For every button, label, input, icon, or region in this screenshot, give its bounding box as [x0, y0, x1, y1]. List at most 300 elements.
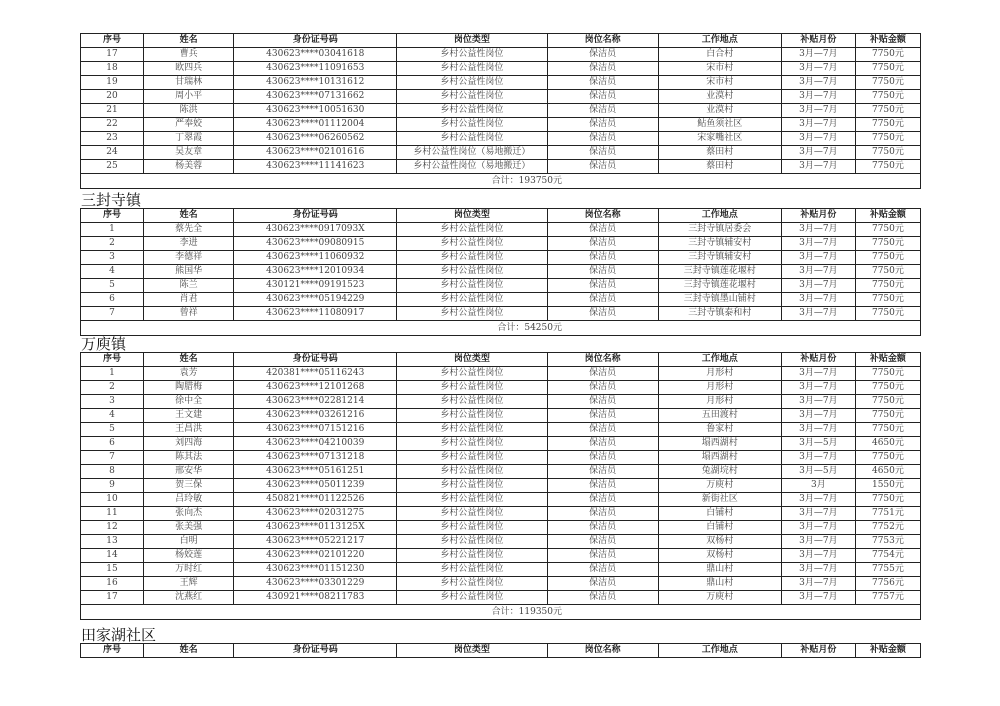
column-header-position-name: 岗位名称 [547, 644, 658, 658]
cell-work-location: 白合村 [658, 48, 781, 62]
cell-position-type: 乡村公益性岗位 [397, 223, 547, 237]
cell-id-number: 430623****07151216 [234, 423, 397, 437]
cell-position-type: 乡村公益性岗位 [397, 237, 547, 251]
section [80, 33, 920, 189]
column-header-subsidy-amount: 补贴金额 [855, 644, 920, 658]
cell-subsidy-amount: 1550元 [855, 479, 920, 493]
cell-work-location: 宋市村 [658, 76, 781, 90]
cell-position-name: 保洁员 [547, 423, 658, 437]
cell-subsidy-months: 3月—7月 [781, 367, 855, 381]
column-header-id-number: 身份证号码 [234, 209, 397, 223]
cell-index: 1 [81, 223, 144, 237]
cell-position-name: 保洁员 [547, 577, 658, 591]
cell-work-location: 月形村 [658, 381, 781, 395]
column-header-id-number: 身份证号码 [234, 644, 397, 658]
cell-work-location: 五田渡村 [658, 409, 781, 423]
cell-name: 蔡先全 [144, 223, 234, 237]
cell-work-location: 月形村 [658, 395, 781, 409]
table-row [81, 493, 921, 507]
cell-name: 甘瑞林 [144, 76, 234, 90]
cell-id-number: 430623****05221217 [234, 535, 397, 549]
cell-work-location: 鼎山村 [658, 577, 781, 591]
column-header-work-location: 工作地点 [658, 644, 781, 658]
cell-subsidy-months: 3月—7月 [781, 577, 855, 591]
cell-name: 陶腊梅 [144, 381, 234, 395]
table-row [81, 577, 921, 591]
cell-index: 23 [81, 132, 144, 146]
cell-position-name: 保洁员 [547, 307, 658, 321]
cell-index: 21 [81, 104, 144, 118]
table-row [81, 76, 921, 90]
cell-index: 9 [81, 479, 144, 493]
cell-id-number: 430623****07131218 [234, 451, 397, 465]
section-title: 万庾镇 [81, 335, 127, 353]
cell-position-name: 保洁员 [547, 563, 658, 577]
cell-name: 吴友章 [144, 146, 234, 160]
column-header-subsidy-amount: 补贴金额 [855, 34, 920, 48]
cell-work-location: 鼎山村 [658, 563, 781, 577]
cell-id-number: 430921****08211783 [234, 591, 397, 605]
cell-id-number: 430623****05194229 [234, 293, 397, 307]
table-row [81, 563, 921, 577]
cell-work-location: 三封寺镇居委会 [658, 223, 781, 237]
cell-work-location: 新街社区 [658, 493, 781, 507]
cell-subsidy-months: 3月—7月 [781, 535, 855, 549]
cell-subsidy-months: 3月—7月 [781, 381, 855, 395]
cell-work-location: 蔡田村 [658, 146, 781, 160]
cell-position-type: 乡村公益性岗位 [397, 535, 547, 549]
cell-subsidy-months: 3月—7月 [781, 493, 855, 507]
cell-subsidy-amount: 7754元 [855, 549, 920, 563]
cell-id-number: 430623****02101220 [234, 549, 397, 563]
table-row [81, 535, 921, 549]
cell-index: 11 [81, 507, 144, 521]
cell-index: 1 [81, 367, 144, 381]
cell-index: 6 [81, 437, 144, 451]
column-header-index: 序号 [81, 353, 144, 367]
cell-subsidy-months: 3月—7月 [781, 118, 855, 132]
cell-subsidy-amount: 7750元 [855, 48, 920, 62]
cell-work-location: 万庾村 [658, 479, 781, 493]
column-header-subsidy-months: 补贴月份 [781, 209, 855, 223]
cell-position-name: 保洁员 [547, 293, 658, 307]
cell-name: 王文建 [144, 409, 234, 423]
cell-subsidy-months: 3月—7月 [781, 279, 855, 293]
cell-subsidy-amount: 7752元 [855, 521, 920, 535]
table-row [81, 223, 921, 237]
cell-name: 陈其法 [144, 451, 234, 465]
cell-index: 4 [81, 265, 144, 279]
cell-name: 李德祥 [144, 251, 234, 265]
cell-position-name: 保洁员 [547, 535, 658, 549]
cell-subsidy-amount: 7750元 [855, 62, 920, 76]
cell-id-number: 430623****10131612 [234, 76, 397, 90]
cell-subsidy-months: 3月—7月 [781, 237, 855, 251]
cell-id-number: 430623****03301229 [234, 577, 397, 591]
cell-id-number: 430623****12010934 [234, 265, 397, 279]
cell-name: 白明 [144, 535, 234, 549]
cell-position-type: 乡村公益性岗位 [397, 381, 547, 395]
cell-position-type: 乡村公益性岗位 [397, 395, 547, 409]
cell-index: 7 [81, 451, 144, 465]
cell-position-type: 乡村公益性岗位 [397, 367, 547, 381]
cell-name: 万时红 [144, 563, 234, 577]
cell-work-location: 三封寺镇辅安村 [658, 237, 781, 251]
section [80, 337, 920, 620]
cell-index: 15 [81, 563, 144, 577]
cell-index: 17 [81, 48, 144, 62]
total-row [81, 174, 921, 189]
cell-subsidy-amount: 7757元 [855, 591, 920, 605]
cell-name: 熊国华 [144, 265, 234, 279]
column-header-position-name: 岗位名称 [547, 209, 658, 223]
table-row [81, 90, 921, 104]
table-row [81, 465, 921, 479]
cell-work-location: 蔡田村 [658, 160, 781, 174]
cell-subsidy-months: 3月—5月 [781, 437, 855, 451]
cell-subsidy-amount: 7751元 [855, 507, 920, 521]
cell-work-location: 三封寺镇辅安村 [658, 251, 781, 265]
column-header-position-type: 岗位类型 [397, 644, 547, 658]
cell-subsidy-amount: 7750元 [855, 118, 920, 132]
table-row [81, 521, 921, 535]
cell-position-name: 保洁员 [547, 451, 658, 465]
cell-position-type: 乡村公益性岗位 [397, 118, 547, 132]
column-header-name: 姓名 [144, 353, 234, 367]
cell-subsidy-months: 3月—7月 [781, 451, 855, 465]
cell-position-type: 乡村公益性岗位 [397, 423, 547, 437]
cell-subsidy-months: 3月—7月 [781, 48, 855, 62]
column-header-id-number: 身份证号码 [234, 34, 397, 48]
cell-position-name: 保洁员 [547, 48, 658, 62]
cell-name: 邢安华 [144, 465, 234, 479]
cell-position-type: 乡村公益性岗位 [397, 549, 547, 563]
cell-id-number: 430623****05161251 [234, 465, 397, 479]
cell-index: 6 [81, 293, 144, 307]
header-row [81, 644, 921, 658]
cell-work-location: 双杨村 [658, 549, 781, 563]
cell-name: 周小平 [144, 90, 234, 104]
column-header-position-type: 岗位类型 [397, 34, 547, 48]
cell-name: 徐中全 [144, 395, 234, 409]
subsidy-table [80, 208, 921, 336]
cell-position-name: 保洁员 [547, 132, 658, 146]
cell-subsidy-amount: 4650元 [855, 465, 920, 479]
cell-position-type: 乡村公益性岗位 [397, 279, 547, 293]
cell-position-name: 保洁员 [547, 146, 658, 160]
cell-position-name: 保洁员 [547, 465, 658, 479]
cell-subsidy-months: 3月—7月 [781, 409, 855, 423]
cell-name: 王辉 [144, 577, 234, 591]
cell-position-type: 乡村公益性岗位 [397, 293, 547, 307]
cell-position-name: 保洁员 [547, 265, 658, 279]
table-row [81, 381, 921, 395]
cell-name: 曾祥 [144, 307, 234, 321]
cell-id-number: 430623****0917093X [234, 223, 397, 237]
cell-name: 丁翠霞 [144, 132, 234, 146]
cell-position-name: 保洁员 [547, 409, 658, 423]
table-row [81, 591, 921, 605]
cell-work-location: 三封寺镇墨山铺村 [658, 293, 781, 307]
cell-subsidy-months: 3月—7月 [781, 223, 855, 237]
cell-index: 10 [81, 493, 144, 507]
cell-id-number: 430623****07131662 [234, 90, 397, 104]
cell-subsidy-amount: 7756元 [855, 577, 920, 591]
cell-position-name: 保洁员 [547, 479, 658, 493]
table-row [81, 237, 921, 251]
cell-subsidy-amount: 7750元 [855, 381, 920, 395]
cell-id-number: 430623****11091653 [234, 62, 397, 76]
table-row [81, 62, 921, 76]
table-row [81, 251, 921, 265]
table-row [81, 437, 921, 451]
cell-subsidy-months: 3月—7月 [781, 521, 855, 535]
cell-subsidy-amount: 7750元 [855, 265, 920, 279]
column-header-work-location: 工作地点 [658, 34, 781, 48]
cell-position-type: 乡村公益性岗位 [397, 48, 547, 62]
cell-work-location: 塌西湖村 [658, 451, 781, 465]
cell-position-name: 保洁员 [547, 279, 658, 293]
cell-id-number: 430623****09080915 [234, 237, 397, 251]
total-row [81, 321, 921, 336]
cell-name: 吕玲敏 [144, 493, 234, 507]
cell-position-name: 保洁员 [547, 223, 658, 237]
cell-position-name: 保洁员 [547, 62, 658, 76]
cell-name: 严奉姣 [144, 118, 234, 132]
cell-position-name: 保洁员 [547, 118, 658, 132]
table-row [81, 265, 921, 279]
column-header-position-name: 岗位名称 [547, 34, 658, 48]
cell-position-type: 乡村公益性岗位 [397, 465, 547, 479]
cell-work-location: 业漠村 [658, 104, 781, 118]
cell-name: 贺三保 [144, 479, 234, 493]
cell-index: 2 [81, 381, 144, 395]
cell-subsidy-months: 3月—7月 [781, 265, 855, 279]
cell-id-number: 430623****02031275 [234, 507, 397, 521]
cell-position-type: 乡村公益性岗位 [397, 451, 547, 465]
cell-subsidy-months: 3月—7月 [781, 90, 855, 104]
column-header-position-type: 岗位类型 [397, 353, 547, 367]
table-row [81, 367, 921, 381]
cell-position-type: 乡村公益性岗位（易地搬迁） [397, 146, 547, 160]
cell-position-type: 乡村公益性岗位 [397, 493, 547, 507]
cell-id-number: 430623****02281214 [234, 395, 397, 409]
cell-position-type: 乡村公益性岗位 [397, 62, 547, 76]
cell-subsidy-amount: 7750元 [855, 223, 920, 237]
table-row [81, 423, 921, 437]
cell-subsidy-amount: 7750元 [855, 395, 920, 409]
cell-subsidy-amount: 7750元 [855, 493, 920, 507]
table-row [81, 104, 921, 118]
cell-position-name: 保洁员 [547, 160, 658, 174]
cell-subsidy-amount: 7750元 [855, 423, 920, 437]
cell-index: 17 [81, 591, 144, 605]
cell-subsidy-months: 3月 [781, 479, 855, 493]
cell-position-name: 保洁员 [547, 104, 658, 118]
cell-work-location: 业漠村 [658, 90, 781, 104]
cell-name: 张向杰 [144, 507, 234, 521]
cell-subsidy-months: 3月—7月 [781, 591, 855, 605]
table-row [81, 293, 921, 307]
header-row [81, 353, 921, 367]
cell-work-location: 塌西湖村 [658, 437, 781, 451]
column-header-subsidy-months: 补贴月份 [781, 34, 855, 48]
header-row [81, 34, 921, 48]
cell-position-name: 保洁员 [547, 437, 658, 451]
header-row [81, 209, 921, 223]
cell-id-number: 430623****02101616 [234, 146, 397, 160]
table-row [81, 146, 921, 160]
cell-index: 3 [81, 251, 144, 265]
section [80, 193, 920, 336]
cell-id-number: 430623****10051630 [234, 104, 397, 118]
cell-subsidy-months: 3月—7月 [781, 76, 855, 90]
cell-work-location: 月形村 [658, 367, 781, 381]
cell-position-name: 保洁员 [547, 251, 658, 265]
column-header-subsidy-months: 补贴月份 [781, 353, 855, 367]
cell-id-number: 430623****05011239 [234, 479, 397, 493]
cell-work-location: 三封寺镇莲花堰村 [658, 279, 781, 293]
cell-name: 肖君 [144, 293, 234, 307]
section-title: 田家湖社区 [81, 626, 157, 644]
table-row [81, 507, 921, 521]
cell-subsidy-amount: 7750元 [855, 146, 920, 160]
cell-position-type: 乡村公益性岗位 [397, 479, 547, 493]
cell-position-type: 乡村公益性岗位 [397, 507, 547, 521]
cell-id-number: 430623****11060932 [234, 251, 397, 265]
cell-subsidy-amount: 7750元 [855, 409, 920, 423]
subsidy-table [80, 352, 921, 620]
cell-subsidy-amount: 7750元 [855, 293, 920, 307]
cell-subsidy-amount: 7750元 [855, 76, 920, 90]
cell-id-number: 420381****05116243 [234, 367, 397, 381]
table-row [81, 279, 921, 293]
cell-subsidy-amount: 7750元 [855, 90, 920, 104]
column-header-subsidy-amount: 补贴金额 [855, 353, 920, 367]
column-header-index: 序号 [81, 644, 144, 658]
cell-index: 25 [81, 160, 144, 174]
cell-id-number: 450821****01122526 [234, 493, 397, 507]
cell-position-type: 乡村公益性岗位 [397, 90, 547, 104]
cell-work-location: 三封寺镇莲花堰村 [658, 265, 781, 279]
cell-subsidy-amount: 7750元 [855, 251, 920, 265]
cell-name: 张美强 [144, 521, 234, 535]
cell-subsidy-months: 3月—7月 [781, 507, 855, 521]
cell-subsidy-months: 3月—7月 [781, 423, 855, 437]
cell-id-number: 430623****0113125X [234, 521, 397, 535]
cell-subsidy-amount: 7755元 [855, 563, 920, 577]
section-title: 三封寺镇 [81, 191, 142, 209]
cell-subsidy-amount: 7750元 [855, 307, 920, 321]
column-header-subsidy-amount: 补贴金额 [855, 209, 920, 223]
cell-name: 杨美蓉 [144, 160, 234, 174]
cell-position-type: 乡村公益性岗位 [397, 265, 547, 279]
column-header-index: 序号 [81, 209, 144, 223]
table-row [81, 451, 921, 465]
cell-subsidy-amount: 4650元 [855, 437, 920, 451]
column-header-id-number: 身份证号码 [234, 353, 397, 367]
cell-index: 24 [81, 146, 144, 160]
cell-index: 19 [81, 76, 144, 90]
cell-subsidy-amount: 7750元 [855, 132, 920, 146]
cell-subsidy-amount: 7750元 [855, 237, 920, 251]
subsidy-table [80, 33, 921, 189]
cell-name: 刘四海 [144, 437, 234, 451]
cell-subsidy-months: 3月—7月 [781, 160, 855, 174]
cell-position-type: 乡村公益性岗位 [397, 521, 547, 535]
cell-name: 杨姣莲 [144, 549, 234, 563]
table-row [81, 549, 921, 563]
cell-index: 14 [81, 549, 144, 563]
cell-id-number: 430623****01112004 [234, 118, 397, 132]
cell-subsidy-months: 3月—7月 [781, 251, 855, 265]
cell-work-location: 三封寺镇泰和村 [658, 307, 781, 321]
cell-position-type: 乡村公益性岗位 [397, 104, 547, 118]
column-header-work-location: 工作地点 [658, 353, 781, 367]
cell-id-number: 430623****03041618 [234, 48, 397, 62]
table-row [81, 409, 921, 423]
cell-id-number: 430623****12101268 [234, 381, 397, 395]
cell-name: 陈洪 [144, 104, 234, 118]
cell-subsidy-months: 3月—7月 [781, 132, 855, 146]
cell-index: 12 [81, 521, 144, 535]
cell-subsidy-months: 3月—7月 [781, 307, 855, 321]
cell-subsidy-amount: 7750元 [855, 279, 920, 293]
cell-id-number: 430623****03261216 [234, 409, 397, 423]
column-header-work-location: 工作地点 [658, 209, 781, 223]
cell-position-type: 乡村公益性岗位（易地搬迁） [397, 160, 547, 174]
cell-position-type: 乡村公益性岗位 [397, 307, 547, 321]
cell-index: 4 [81, 409, 144, 423]
column-header-position-type: 岗位类型 [397, 209, 547, 223]
cell-id-number: 430121****09191523 [234, 279, 397, 293]
cell-id-number: 430623****11080917 [234, 307, 397, 321]
cell-position-name: 保洁员 [547, 549, 658, 563]
cell-index: 13 [81, 535, 144, 549]
cell-position-name: 保洁员 [547, 367, 658, 381]
cell-subsidy-months: 3月—7月 [781, 563, 855, 577]
cell-index: 16 [81, 577, 144, 591]
total-row [81, 605, 921, 620]
cell-id-number: 430623****01151230 [234, 563, 397, 577]
cell-name: 沈燕红 [144, 591, 234, 605]
cell-name: 王昌洪 [144, 423, 234, 437]
cell-position-type: 乡村公益性岗位 [397, 132, 547, 146]
cell-work-location: 宋家嘴社区 [658, 132, 781, 146]
cell-position-type: 乡村公益性岗位 [397, 563, 547, 577]
cell-position-name: 保洁员 [547, 237, 658, 251]
cell-subsidy-months: 3月—7月 [781, 62, 855, 76]
cell-position-type: 乡村公益性岗位 [397, 437, 547, 451]
cell-work-location: 鲁家村 [658, 423, 781, 437]
cell-subsidy-months: 3月—7月 [781, 549, 855, 563]
cell-position-name: 保洁员 [547, 90, 658, 104]
cell-index: 20 [81, 90, 144, 104]
cell-subsidy-amount: 7750元 [855, 160, 920, 174]
table-row [81, 307, 921, 321]
cell-position-name: 保洁员 [547, 521, 658, 535]
cell-position-name: 保洁员 [547, 395, 658, 409]
cell-id-number: 430623****06260562 [234, 132, 397, 146]
total-amount: 合计：54250元 [81, 321, 921, 336]
cell-subsidy-amount: 7750元 [855, 367, 920, 381]
cell-position-name: 保洁员 [547, 76, 658, 90]
cell-position-name: 保洁员 [547, 381, 658, 395]
cell-work-location: 兔湖垸村 [658, 465, 781, 479]
table-row [81, 118, 921, 132]
cell-position-name: 保洁员 [547, 591, 658, 605]
cell-index: 3 [81, 395, 144, 409]
